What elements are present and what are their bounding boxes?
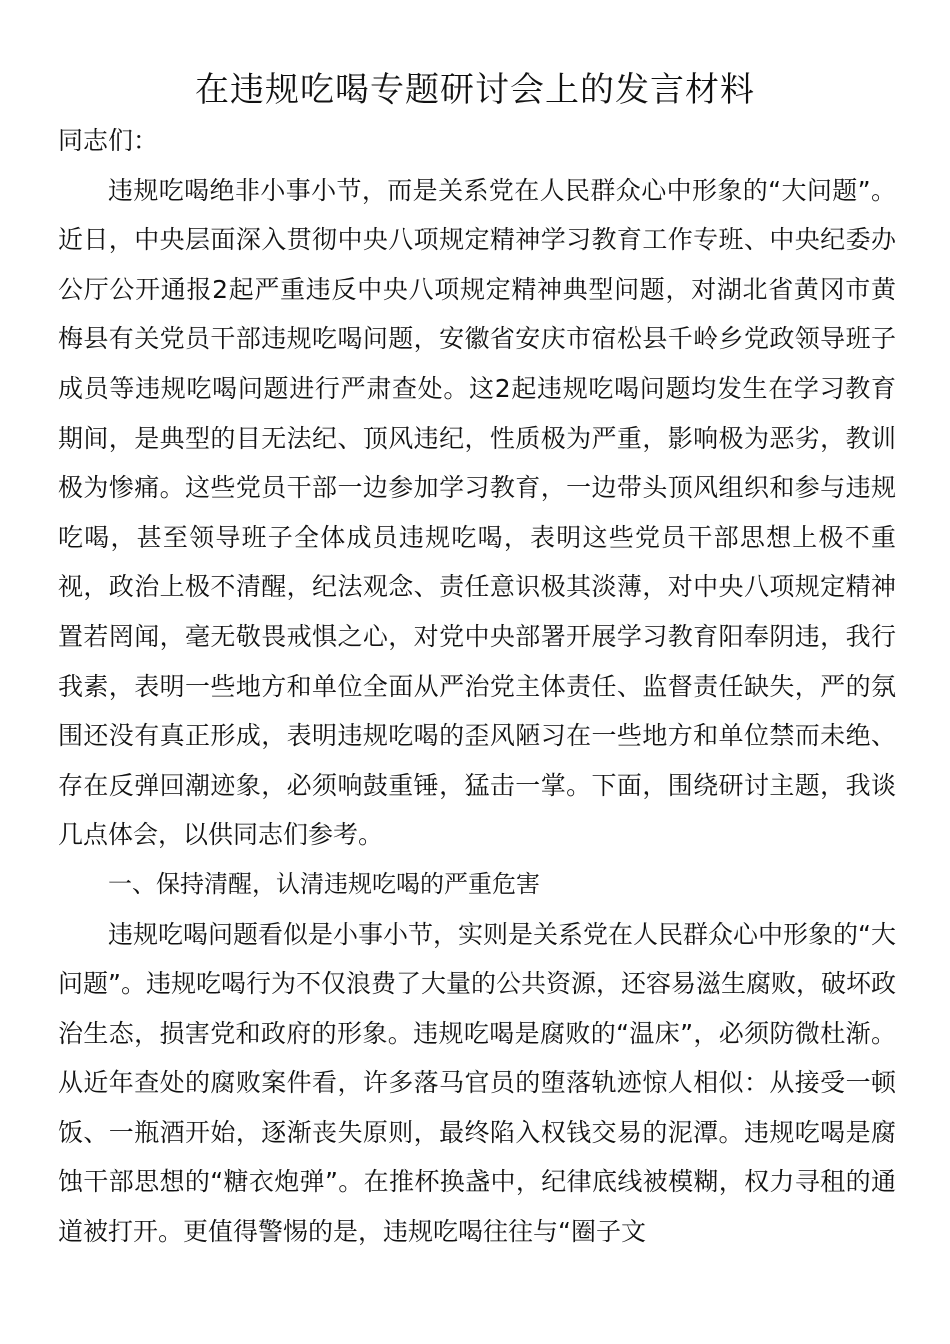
paragraph-section-1: 违规吃喝问题看似是小事小节，实则是关系党在人民群众心中形象的“大问题”。违规吃喝行为不仅浪费了大量的公共资源，还容易滋生腐败，破坏政治生态，损害党和政府的形象。违规吃喝是腐败的“温床”，必须防微杜渐。从近年查处的腐败案件看，许多落马官员的堕落轨迹惊人相似：从接受一顿饭、一瓶酒开始，逐渐丧失原则，最终陷入权钱交易的泥潭。违规吃喝是腐蚀干部思想的“糖衣炮弹”。在推杯换盏中，纪律底线被模糊，权力寻租的通道被打开。更值得警惕的是，违规吃喝往往与“圈子文 bbox=[58, 919, 896, 1247]
salutation: 同志们： bbox=[58, 126, 159, 155]
section-heading-1: 一、保持清醒，认清违规吃喝的严重危害 bbox=[108, 869, 540, 898]
document-body bbox=[58, 116, 896, 1257]
document-title: 在违规吃喝专题研讨会上的发言材料 bbox=[195, 70, 755, 110]
paragraph-intro: 违规吃喝绝非小事小节，而是关系党在人民群众心中形象的“大问题”。近日，中央层面深入贯彻中央八项规定精神学习教育工作专班、中央纪委办公厅公开通报2起严重违反中央八项规定精神典型问题，对湖北省黄冈市黄梅县有关党员干部违规吃喝问题，安徽省安庆市宿松县千岭乡党政领导班子成员等违规吃喝问题进行严肃查处。这2起违规吃喝问题均发生在学习教育期间，是典型的目无法纪、顶风违纪，性质极为严重，影响极为恶劣，教训极为惨痛。这些党员干部一边参加学习教育，一边带头顶风组织和参与违规吃喝，甚至领导班子全体成员违规吃喝，表明这些党员干部思想上极不重视，政治上极不清醒，纪法观念、责任意识极其淡薄，对中央八项规定精神置若罔闻，毫无敬畏戒惧之心，对党中央部署开展学习教育阳奉阴违，我行我素，表明一些地方和单位全面从严治党主体责任、监督责任缺失，严的氛围还没有真正形成，表明违规吃喝的歪风陋习在一些地方和单位禁而未绝、存在反弹回潮迹象，必须响鼓重锤，猛击一掌。下面，围绕研讨主题，我谈几点体会，以供同志们参考。 bbox=[58, 175, 896, 850]
